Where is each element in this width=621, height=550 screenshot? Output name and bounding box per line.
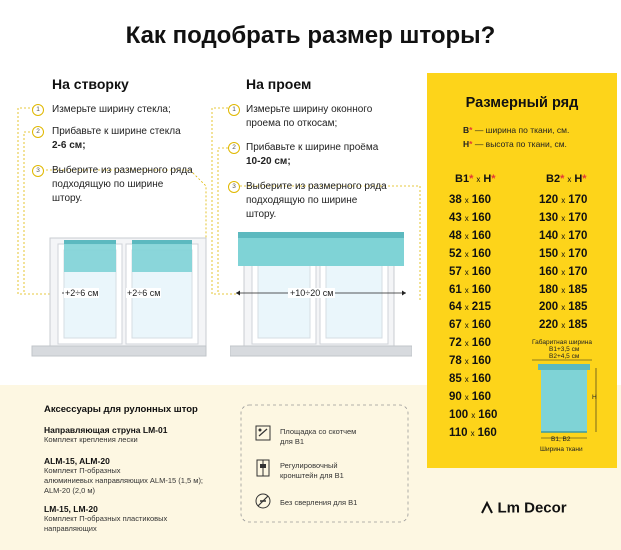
size-width: 48 — [449, 229, 462, 242]
size-separator: x — [561, 267, 566, 277]
opening-title: На проем — [246, 76, 312, 92]
size-height: 170 — [568, 211, 588, 224]
accessory-item-lm01: Направляющая струна LM-01 Комплект крепления лески — [44, 425, 168, 444]
tape-icon — [254, 424, 272, 447]
size-row — [449, 319, 491, 331]
sash-title: На створку — [52, 76, 129, 92]
size-width: 61 — [449, 283, 462, 296]
size-height: 160 — [471, 390, 491, 403]
sash-step-number-1: 1 — [32, 104, 44, 116]
size-width: 110 — [449, 426, 468, 439]
bracket-icon — [254, 458, 272, 483]
size-separator: x — [464, 339, 469, 349]
size-row — [539, 230, 587, 242]
opening-measure: +10÷20 см — [290, 288, 334, 298]
legend-width: B* — ширина по ткани, см. — [463, 125, 570, 135]
size-row — [449, 284, 491, 296]
size-separator: x — [464, 196, 469, 205]
size-row — [449, 373, 491, 385]
size-height: 160 — [471, 283, 491, 296]
size-separator: x — [464, 249, 469, 259]
opening-step-number-3: 3 — [228, 181, 240, 193]
sash-step-3: Выберите из размерного ряда подходящую по ширине штору. — [52, 165, 193, 204]
size-height: 160 — [471, 229, 491, 242]
size-height: 185 — [568, 301, 588, 314]
fabric-width-label: Ширина ткани — [540, 446, 583, 453]
size-width: 57 — [449, 265, 462, 278]
size-separator: x — [471, 410, 476, 420]
size-height: 160 — [471, 265, 491, 278]
sash-step-1: Измерьте ширину стекла; — [52, 104, 171, 115]
size-width: 180 — [539, 283, 559, 296]
note-tape: Площадка со скотчем для B1 — [280, 427, 357, 446]
opening-step-number-1: 1 — [228, 104, 240, 116]
size-width: 64 — [449, 301, 462, 314]
size-height: 170 — [568, 247, 588, 260]
size-width: 160 — [539, 265, 559, 278]
accessory-item-alm: ALM-15, ALM-20 Комплект П-образных алюминиевых направляющих ALM-15 (1,5 м); ALM-20 (2,0 м) — [44, 456, 204, 495]
size-width: 78 — [449, 355, 462, 368]
size-row — [449, 248, 491, 260]
size-range-title: Размерный ряд — [465, 95, 579, 111]
size-separator: x — [464, 321, 469, 331]
col2-header: B2* x H* — [546, 173, 587, 185]
sash-step-2: Прибавьте к ширине стекла 2-6 см; — [52, 126, 181, 151]
brand-logo: Lm Decor — [481, 499, 567, 517]
page-title: Как подобрать размер шторы? — [125, 22, 496, 49]
size-height: 160 — [471, 247, 491, 260]
size-row — [449, 427, 497, 439]
col1-header: B1* x H* — [455, 173, 496, 185]
size-width: 200 — [539, 301, 559, 314]
size-row — [449, 301, 491, 313]
size-height: 160 — [478, 408, 498, 421]
size-width: 220 — [539, 319, 559, 332]
size-row — [449, 266, 491, 278]
size-width: 43 — [449, 211, 462, 224]
size-separator: x — [464, 231, 469, 241]
size-width: 100 — [449, 408, 469, 421]
size-row — [449, 194, 491, 206]
sash-measure-2: +2÷6 см — [127, 288, 161, 298]
b2-overall-label: B2+4,5 см — [549, 353, 580, 360]
no-drill-icon — [254, 492, 272, 515]
size-row — [539, 266, 587, 278]
size-row — [449, 409, 497, 421]
overall-width-label: Габаритная ширина — [532, 339, 593, 346]
size-height: 170 — [568, 229, 588, 242]
size-separator: x — [561, 285, 566, 295]
opening-step-1: Измерьте ширину оконного проема по откосам; — [246, 104, 373, 129]
size-separator: x — [464, 375, 469, 384]
size-row — [449, 355, 491, 367]
size-row — [539, 301, 587, 313]
size-separator: x — [464, 213, 469, 223]
legend-height: H* — высота по ткани, см. — [463, 139, 567, 149]
size-row — [449, 337, 491, 349]
sash-measure-1: +2÷6 см — [65, 288, 99, 298]
opening-step-3: Выберите из размерного ряда подходящую по ширине штору. — [246, 181, 387, 220]
opening-step-2: Прибавьте к ширине проёма 10-20 см; — [246, 142, 379, 167]
sash-measure-arrows — [60, 287, 190, 299]
note-bracket: Регулировочный кронштейн для B1 — [280, 461, 344, 480]
size-row — [539, 212, 587, 224]
size-height: 160 — [471, 355, 491, 368]
b1-overall-label: B1+3,5 см — [549, 346, 580, 353]
size-height: 160 — [471, 211, 491, 224]
height-label: H — [592, 394, 597, 401]
fabric-width-bottom-label: B1, B2 — [551, 436, 571, 443]
size-height: 160 — [471, 319, 491, 332]
size-width: 140 — [539, 229, 559, 242]
accessories-title: Аксессуары для рулонных штор — [44, 404, 198, 415]
size-width: 67 — [449, 319, 462, 332]
size-height: 160 — [471, 194, 491, 206]
size-width: 130 — [539, 211, 559, 224]
accessory-item-lm: LM-15, LM-20 Комплект П-образных пластиковых направляющих — [44, 504, 168, 533]
size-row — [539, 284, 587, 296]
size-row — [449, 212, 491, 224]
size-width: 120 — [539, 194, 559, 206]
size-separator: x — [561, 321, 566, 331]
opening-step-number-2: 2 — [228, 142, 240, 154]
size-row — [449, 391, 491, 403]
size-separator: x — [561, 196, 566, 205]
size-separator: x — [561, 303, 566, 313]
size-row — [449, 230, 491, 242]
size-row — [539, 319, 587, 331]
size-separator: x — [464, 357, 469, 367]
size-width: 72 — [449, 337, 462, 350]
size-width: 85 — [449, 373, 462, 385]
size-height: 160 — [471, 337, 491, 350]
size-height: 160 — [477, 426, 497, 439]
size-height: 160 — [471, 373, 491, 385]
size-height: 170 — [568, 265, 588, 278]
size-separator: x — [464, 303, 469, 313]
size-width: 150 — [539, 247, 559, 260]
size-width: 52 — [449, 247, 462, 260]
size-width: 38 — [449, 194, 462, 206]
sash-step-number-3: 3 — [32, 165, 44, 177]
note-no-drill: Без сверления для B1 — [280, 498, 358, 507]
size-separator: x — [561, 213, 566, 223]
size-height: 185 — [568, 283, 588, 296]
size-row — [539, 248, 587, 260]
sash-step-number-2: 2 — [32, 126, 44, 138]
size-separator: x — [470, 428, 475, 438]
size-height: 185 — [568, 319, 588, 332]
size-separator: x — [464, 285, 469, 295]
size-width: 90 — [449, 390, 462, 403]
size-separator: x — [561, 249, 566, 259]
size-row — [539, 194, 587, 206]
size-height: 215 — [471, 301, 491, 314]
size-separator: x — [464, 392, 469, 402]
size-separator: x — [464, 267, 469, 277]
size-separator: x — [561, 231, 566, 241]
size-height: 170 — [568, 194, 588, 206]
